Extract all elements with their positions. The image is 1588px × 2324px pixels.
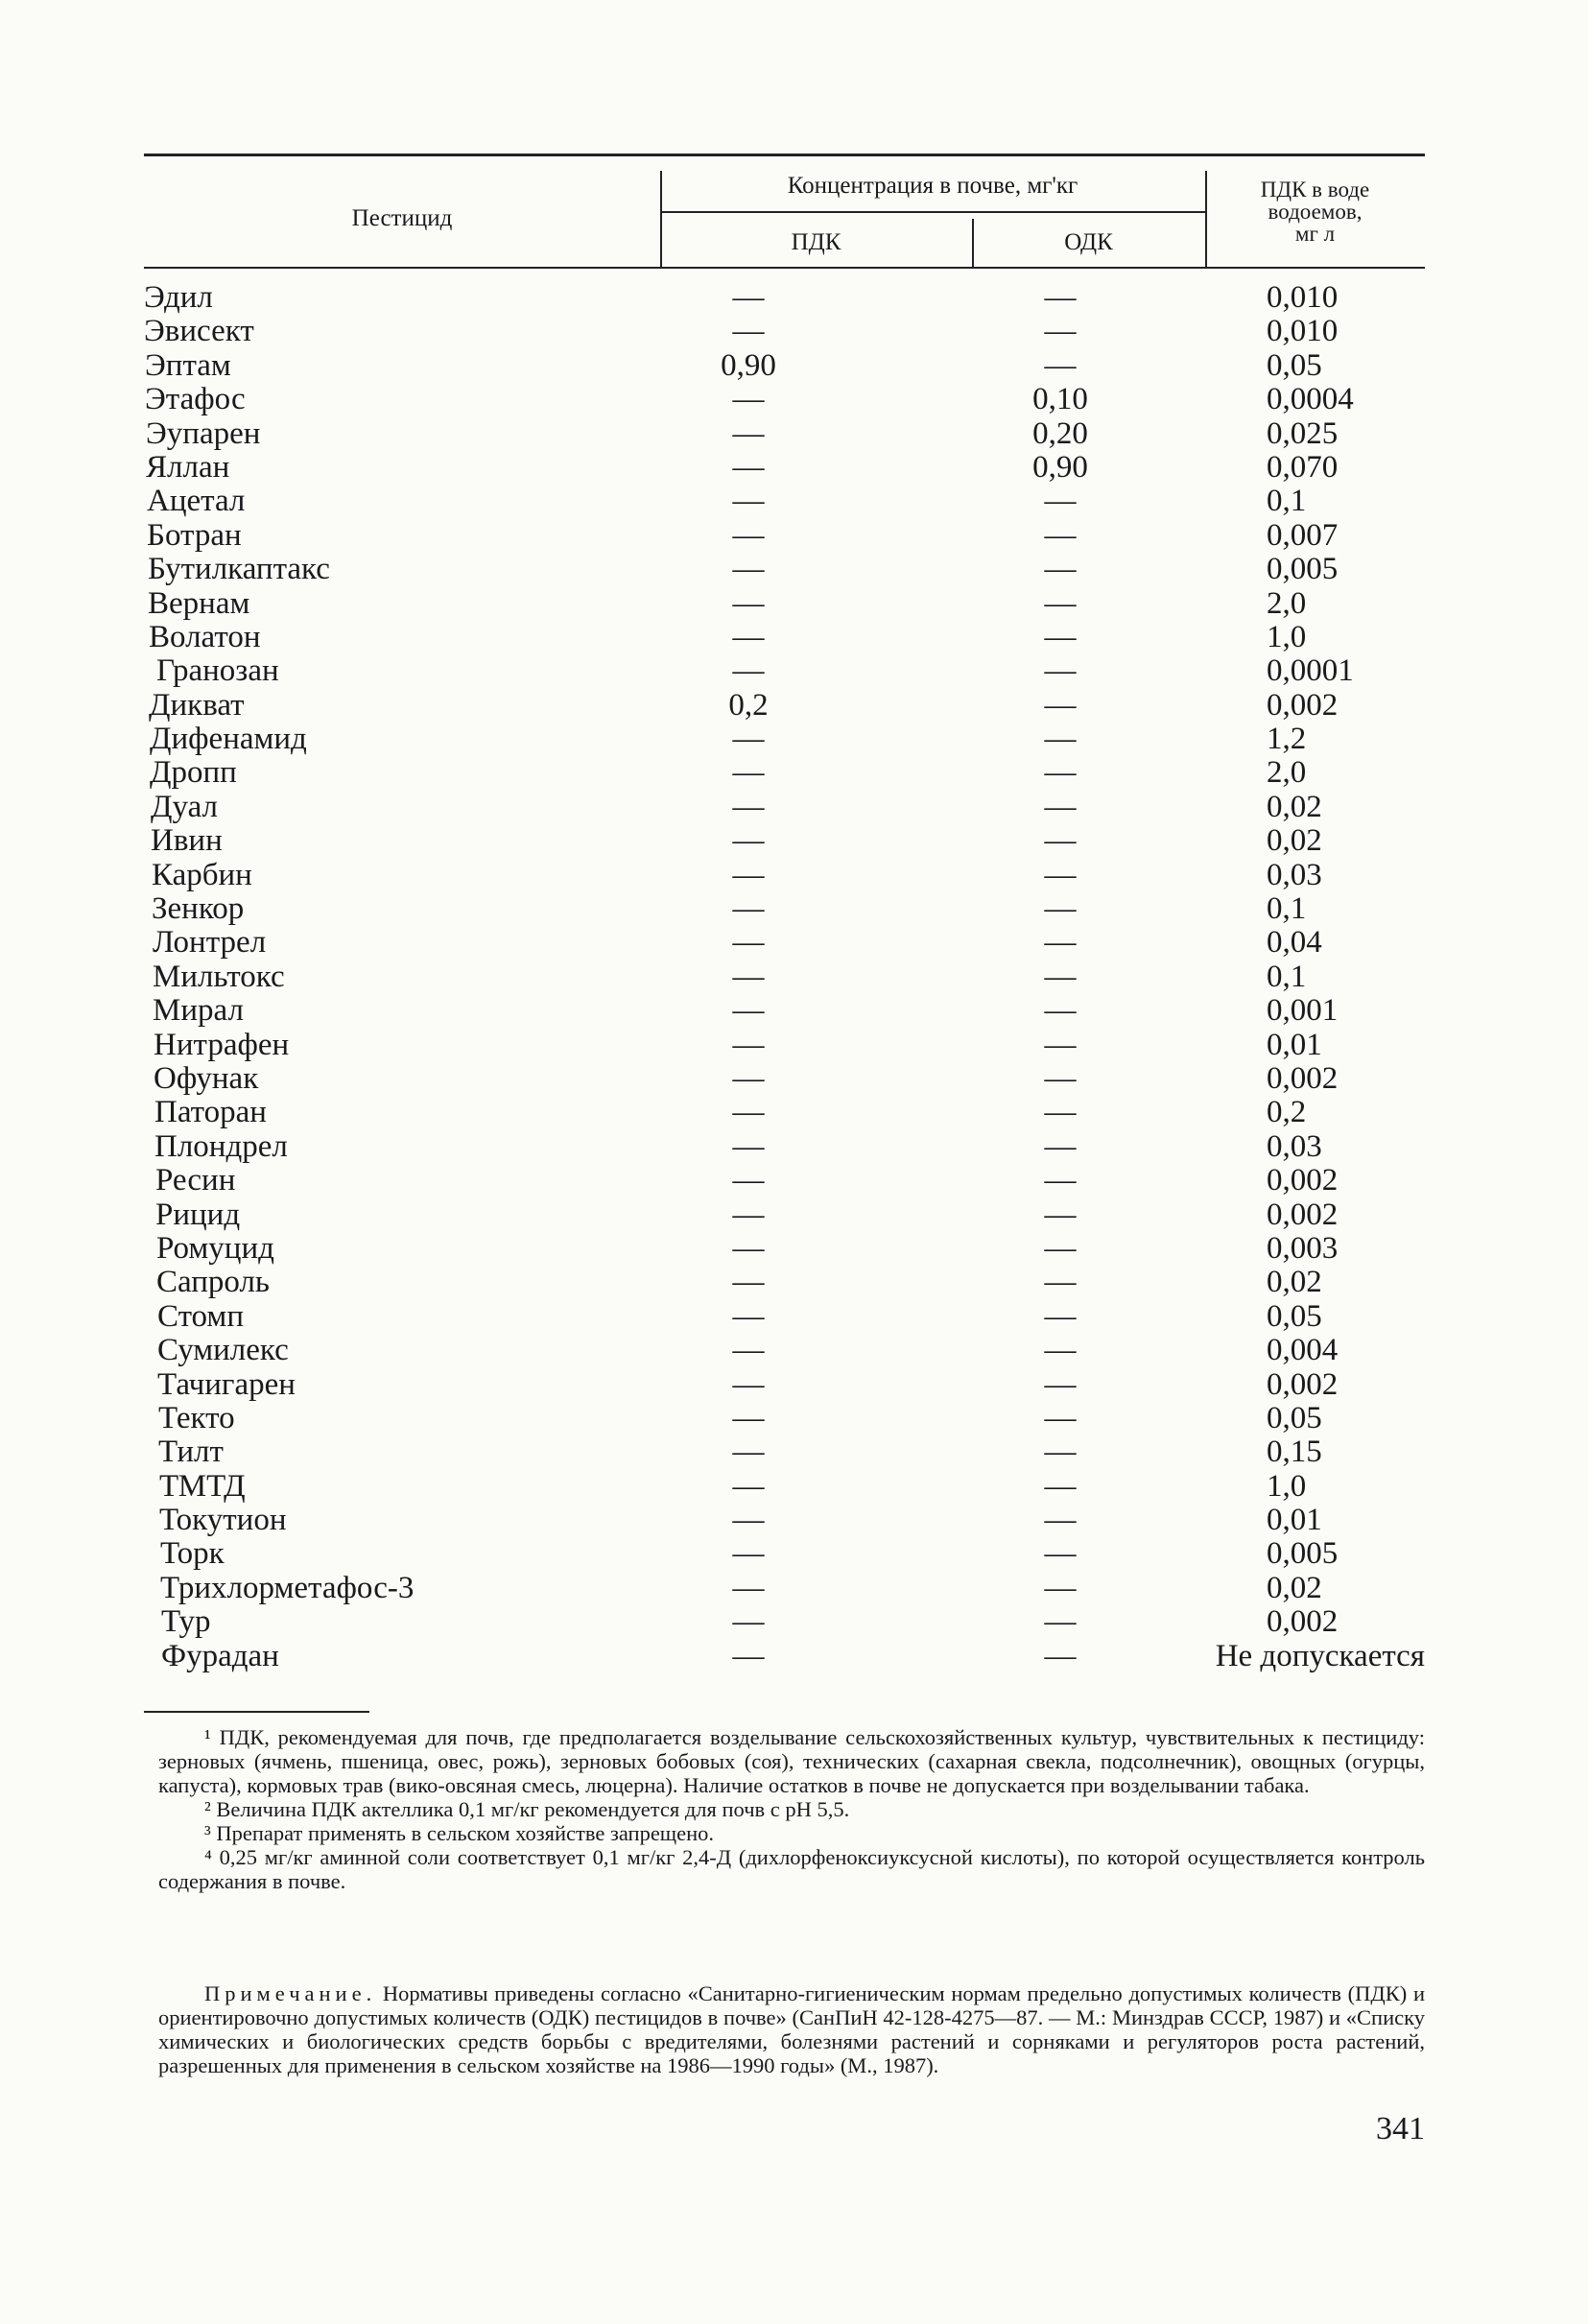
- pesticide-name: Ботран: [147, 517, 242, 553]
- pesticide-name: Текто: [158, 1400, 235, 1435]
- water-pdk-value: 0,01: [1267, 1027, 1322, 1062]
- pdk-value: —: [732, 1298, 765, 1334]
- footnote-rule: [144, 1711, 369, 1713]
- pdk-value: —: [732, 1503, 765, 1538]
- pesticide-name: Карбин: [152, 857, 252, 892]
- pdk-value: —: [732, 1265, 765, 1300]
- pdk-value: —: [732, 959, 765, 994]
- table-row: [144, 1572, 1425, 1605]
- pesticide-name: Эдил: [144, 280, 213, 315]
- water-pdk-value: 1,0: [1267, 619, 1307, 654]
- odk-value: —: [1044, 687, 1077, 723]
- pdk-value: —: [732, 789, 765, 824]
- pdk-value: —: [732, 415, 765, 451]
- water-pdk-value: 0,005: [1267, 1536, 1339, 1572]
- table-top-rule: [144, 154, 1425, 156]
- table-row: [144, 281, 1425, 315]
- water-pdk-value: 0,2: [1267, 1095, 1307, 1130]
- pdk-value: —: [732, 1163, 765, 1198]
- pdk-value: —: [732, 585, 765, 621]
- pdk-value: —: [732, 653, 765, 689]
- table-row: [144, 1130, 1425, 1164]
- pdk-value: —: [732, 722, 765, 757]
- odk-value: —: [1044, 1027, 1077, 1062]
- odk-value: —: [1044, 959, 1077, 994]
- pdk-value: —: [732, 517, 765, 553]
- page-number: 341: [1376, 2111, 1425, 2146]
- pdk-value: —: [732, 1570, 765, 1605]
- pesticide-name: Эптам: [145, 347, 231, 383]
- odk-value: —: [1044, 1468, 1077, 1504]
- table-row: [144, 1334, 1425, 1367]
- pdk-value: —: [732, 449, 765, 485]
- water-pdk-value: 0,002: [1267, 1197, 1339, 1232]
- table-body: [144, 281, 1425, 1673]
- table-row: [144, 1198, 1425, 1232]
- table-row: [144, 1504, 1425, 1537]
- pesticide-name: Токутион: [159, 1503, 287, 1538]
- footnote-2: ² Величина ПДК актеллика 0,1 мг/кг рекомендуется для почв с pH 5,5.: [204, 1797, 850, 1821]
- odk-value: —: [1044, 925, 1077, 960]
- odk-value: —: [1044, 1503, 1077, 1538]
- note-text: Нормативы приведены согласно «Санитарно-гигиеническим нормам предельно допустимых количеств (ПДК) и ориентировочно допустимых количеств (ОДК) пестицидов в почве» (СанПиН 42-128-4275—87. — М.: Минздрав СССР, 1987) и «Списку химических и биологических средств борьбы с вредителями, болезнями растений и сорняками и регуляторов роста растений, разрешенных для применения в сельском хозяйстве на 1986—1990 годы» (М., 1987).: [158, 1981, 1425, 2077]
- pesticide-name: Тилт: [158, 1435, 224, 1470]
- table-row: [144, 1368, 1425, 1402]
- pesticide-name: Стомп: [157, 1298, 244, 1334]
- table-row: [144, 756, 1425, 790]
- water-pdk-value: 0,05: [1267, 347, 1322, 383]
- pdk-value: —: [732, 1366, 765, 1402]
- table-row: [144, 1096, 1425, 1129]
- pesticide-name: Паторан: [154, 1095, 267, 1130]
- pesticide-name: Нитрафен: [154, 1027, 290, 1062]
- water-pdk-value: 0,03: [1267, 857, 1322, 892]
- water-pdk-value: 0,025: [1267, 415, 1339, 451]
- pdk-value: —: [732, 1095, 765, 1130]
- table-row: [144, 587, 1425, 621]
- odk-value: —: [1044, 755, 1077, 791]
- pdk-value: —: [732, 891, 765, 927]
- table-header-bottom-rule: [144, 267, 1425, 269]
- odk-value: —: [1044, 585, 1077, 621]
- water-pdk-value: 0,02: [1267, 789, 1322, 824]
- table-row: [144, 1537, 1425, 1571]
- pesticide-name: Сапроль: [156, 1265, 270, 1300]
- water-pdk-value: 0,002: [1267, 687, 1339, 723]
- pesticide-name: Дуал: [151, 789, 218, 824]
- odk-value: —: [1044, 1333, 1077, 1368]
- pdk-value: —: [732, 1435, 765, 1470]
- odk-value: —: [1044, 857, 1077, 892]
- water-pdk-value: 0,004: [1267, 1333, 1339, 1368]
- water-pdk-value: 0,010: [1267, 280, 1339, 315]
- table-row: [144, 1640, 1425, 1673]
- header-soil-concentration: Концентрация в почве, мг'кг: [787, 173, 1078, 199]
- pesticide-name: Фурадан: [161, 1638, 279, 1673]
- pesticide-name: Мирал: [153, 993, 244, 1029]
- pesticide-name: Дропп: [150, 755, 237, 791]
- table-row: [144, 654, 1425, 688]
- odk-value: 0,90: [1032, 449, 1088, 485]
- water-pdk-value: 0,04: [1267, 925, 1322, 960]
- odk-value: —: [1044, 1435, 1077, 1470]
- pdk-value: —: [732, 1230, 765, 1266]
- table-row: [144, 451, 1425, 485]
- header-pesticide: Пестицид: [351, 205, 453, 231]
- pdk-value: —: [732, 1128, 765, 1164]
- table-row: [144, 1029, 1425, 1062]
- pesticide-name: Торк: [160, 1536, 225, 1572]
- odk-value: —: [1044, 1570, 1077, 1605]
- water-pdk-value: 0,002: [1267, 1366, 1339, 1402]
- pdk-value: —: [732, 993, 765, 1029]
- header-odk: ОДК: [1064, 229, 1113, 255]
- table-row: [144, 315, 1425, 348]
- pesticide-name: Эвисект: [144, 314, 254, 349]
- water-pdk-value: 0,0001: [1267, 653, 1354, 689]
- pesticide-name: Ресин: [155, 1163, 236, 1198]
- pdk-value: —: [732, 280, 765, 315]
- water-pdk-value: 0,02: [1267, 823, 1322, 859]
- pesticide-name: Плондрел: [154, 1128, 288, 1164]
- odk-value: 0,10: [1032, 382, 1088, 417]
- note-label: Примечание.: [204, 1981, 377, 2005]
- pdk-value: —: [732, 1333, 765, 1368]
- water-pdk-value: 1,0: [1267, 1468, 1307, 1504]
- pdk-value: —: [732, 1197, 765, 1232]
- water-pdk-value: 1,2: [1267, 722, 1307, 757]
- footnotes: [158, 1725, 1425, 1893]
- odk-value: —: [1044, 552, 1077, 587]
- footnote-1: ¹ ПДК, рекомендуемая для почв, где предполагается возделывание сельскохозяйственных культур, чувствительных к пестициду: зерновых (ячмень, пшеница, овес, рожь), зерновых бобовых (соя), технических (сахарная свекла, подсолнечник), овощных (огурцы, капуста), кормовых трав (вико-овсяная смесь, люцерна). Наличие остатков в почве не допускается при возделывании табака.: [158, 1725, 1425, 1797]
- water-pdk-value: 0,02: [1267, 1570, 1322, 1605]
- pdk-value: —: [732, 1060, 765, 1096]
- water-pdk-value: 0,1: [1267, 891, 1307, 927]
- pdk-value: —: [732, 1604, 765, 1640]
- pdk-value: —: [732, 1536, 765, 1572]
- pdk-value: 0,90: [721, 347, 776, 383]
- pdk-value: —: [732, 1027, 765, 1062]
- table-row: [144, 994, 1425, 1028]
- odk-value: —: [1044, 722, 1077, 757]
- water-pdk-value: 0,005: [1267, 552, 1339, 587]
- pesticide-name: Лонтрел: [153, 925, 267, 960]
- pesticide-name: Рицид: [155, 1197, 241, 1232]
- odk-value: —: [1044, 1536, 1077, 1572]
- pesticide-name: Ромуцид: [156, 1230, 274, 1266]
- water-pdk-value: 0,002: [1267, 1060, 1339, 1096]
- pesticide-name: Яллан: [146, 449, 230, 485]
- pesticide-name: Волатон: [149, 619, 261, 654]
- pdk-value: —: [732, 314, 765, 349]
- pesticide-name: Сумилекс: [157, 1333, 289, 1368]
- pdk-value: —: [732, 857, 765, 892]
- water-pdk-value: 0,007: [1267, 517, 1339, 553]
- odk-value: 0,20: [1032, 415, 1088, 451]
- table-row: [144, 723, 1425, 756]
- table-row: [144, 1470, 1425, 1504]
- water-pdk-value: 0,002: [1267, 1604, 1339, 1640]
- table-row: [144, 349, 1425, 383]
- pdk-value: —: [732, 1468, 765, 1504]
- pesticide-name: Ацетал: [147, 484, 246, 519]
- table-row: [144, 1605, 1425, 1639]
- odk-value: —: [1044, 1060, 1077, 1096]
- pdk-value: —: [732, 619, 765, 654]
- footnote-3: ³ Препарат применять в сельском хозяйстве запрещено.: [204, 1821, 715, 1845]
- water-pdk-value: 0,05: [1267, 1298, 1322, 1334]
- pdk-value: —: [732, 925, 765, 960]
- odk-value: —: [1044, 517, 1077, 553]
- pdk-value: —: [732, 823, 765, 859]
- odk-value: —: [1044, 1638, 1077, 1673]
- table-row: [144, 1232, 1425, 1266]
- table-row: [144, 824, 1425, 858]
- table-row: [144, 1266, 1425, 1299]
- table-row: [144, 1062, 1425, 1096]
- pdk-value: —: [732, 1638, 765, 1673]
- pdk-value: —: [732, 755, 765, 791]
- pdk-value: —: [732, 552, 765, 587]
- odk-value: —: [1044, 823, 1077, 859]
- table-row: [144, 553, 1425, 586]
- water-pdk-value: 2,0: [1267, 585, 1307, 621]
- pdk-value: —: [732, 484, 765, 519]
- table-row: [144, 383, 1425, 416]
- odk-value: —: [1044, 1400, 1077, 1435]
- pesticide-name: Вернам: [148, 585, 250, 621]
- water-pdk-value: 0,010: [1267, 314, 1339, 349]
- pesticide-name: Эупарен: [146, 415, 261, 451]
- table-row: [144, 485, 1425, 518]
- table-row: [144, 689, 1425, 723]
- odk-value: —: [1044, 993, 1077, 1029]
- odk-value: —: [1044, 891, 1077, 927]
- pesticide-name: Тур: [161, 1604, 211, 1640]
- table-row: [144, 791, 1425, 824]
- odk-value: —: [1044, 1604, 1077, 1640]
- table-row: [144, 1164, 1425, 1198]
- odk-value: —: [1044, 1230, 1077, 1266]
- pesticide-name: Зенкор: [152, 891, 245, 927]
- odk-value: —: [1044, 1298, 1077, 1334]
- table-row: [144, 519, 1425, 553]
- water-pdk-value: 0,02: [1267, 1265, 1322, 1300]
- table-row: [144, 1300, 1425, 1334]
- pesticide-name: Ивин: [151, 823, 223, 859]
- pdk-value: —: [732, 382, 765, 417]
- odk-value: —: [1044, 1095, 1077, 1130]
- odk-value: —: [1044, 653, 1077, 689]
- water-pdk-value: 0,15: [1267, 1435, 1322, 1470]
- odk-value: —: [1044, 484, 1077, 519]
- water-pdk-value: 0,05: [1267, 1400, 1322, 1435]
- water-pdk-value: 0,1: [1267, 484, 1307, 519]
- water-pdk-value: 0,003: [1267, 1230, 1339, 1266]
- water-pdk-value: Не допускается: [1215, 1638, 1425, 1673]
- table-row: [144, 1435, 1425, 1469]
- pesticide-name: Мильтокс: [153, 959, 285, 994]
- odk-value: —: [1044, 1265, 1077, 1300]
- odk-value: —: [1044, 1128, 1077, 1164]
- water-pdk-value: 0,070: [1267, 449, 1339, 485]
- odk-value: —: [1044, 1366, 1077, 1402]
- water-pdk-value: 0,1: [1267, 959, 1307, 994]
- water-pdk-value: 0,001: [1267, 993, 1339, 1029]
- odk-value: —: [1044, 1197, 1077, 1232]
- pesticide-name: Трихлорметафос-3: [160, 1570, 415, 1605]
- header-water: ПДК в воде водоемов, мг л: [1260, 178, 1370, 246]
- water-pdk-value: 2,0: [1267, 755, 1307, 791]
- header-pdk: ПДК: [791, 229, 841, 255]
- table-row: [144, 859, 1425, 892]
- table-row: [144, 1402, 1425, 1435]
- water-pdk-value: 0,0004: [1267, 382, 1354, 417]
- note: [158, 1981, 1425, 2077]
- table-row: [144, 960, 1425, 994]
- table-row: [144, 621, 1425, 654]
- pesticide-name: ТМТД: [159, 1468, 246, 1504]
- odk-value: —: [1044, 1163, 1077, 1198]
- water-pdk-value: 0,01: [1267, 1503, 1322, 1538]
- table-row: [144, 417, 1425, 451]
- footnote-4: ⁴ 0,25 мг/кг аминной соли соответствует 0,1 мг/кг 2,4-Д (дихлорфеноксиуксусной кислоты), по которой осуществляется контроль содержания в почве.: [158, 1845, 1425, 1893]
- odk-value: —: [1044, 619, 1077, 654]
- pdk-value: —: [732, 1400, 765, 1435]
- table-row: [144, 892, 1425, 926]
- pesticide-name: Тачигарен: [157, 1366, 296, 1402]
- water-pdk-value: 0,03: [1267, 1128, 1322, 1164]
- pdk-value: 0,2: [728, 687, 769, 723]
- pesticide-name: Офунак: [154, 1060, 259, 1096]
- odk-value: —: [1044, 280, 1077, 315]
- header-subrule: [660, 211, 1205, 213]
- water-pdk-value: 0,002: [1267, 1163, 1339, 1198]
- table-row: [144, 926, 1425, 960]
- pesticide-name: Этафос: [145, 382, 246, 417]
- odk-value: —: [1044, 347, 1077, 383]
- pesticide-name: Гранозан: [156, 653, 279, 689]
- pesticide-name: Дикват: [149, 687, 245, 723]
- odk-value: —: [1044, 789, 1077, 824]
- pesticide-name: Бутилкаптакс: [148, 552, 330, 587]
- pesticide-name: Дифенамид: [150, 722, 307, 757]
- odk-value: —: [1044, 314, 1077, 349]
